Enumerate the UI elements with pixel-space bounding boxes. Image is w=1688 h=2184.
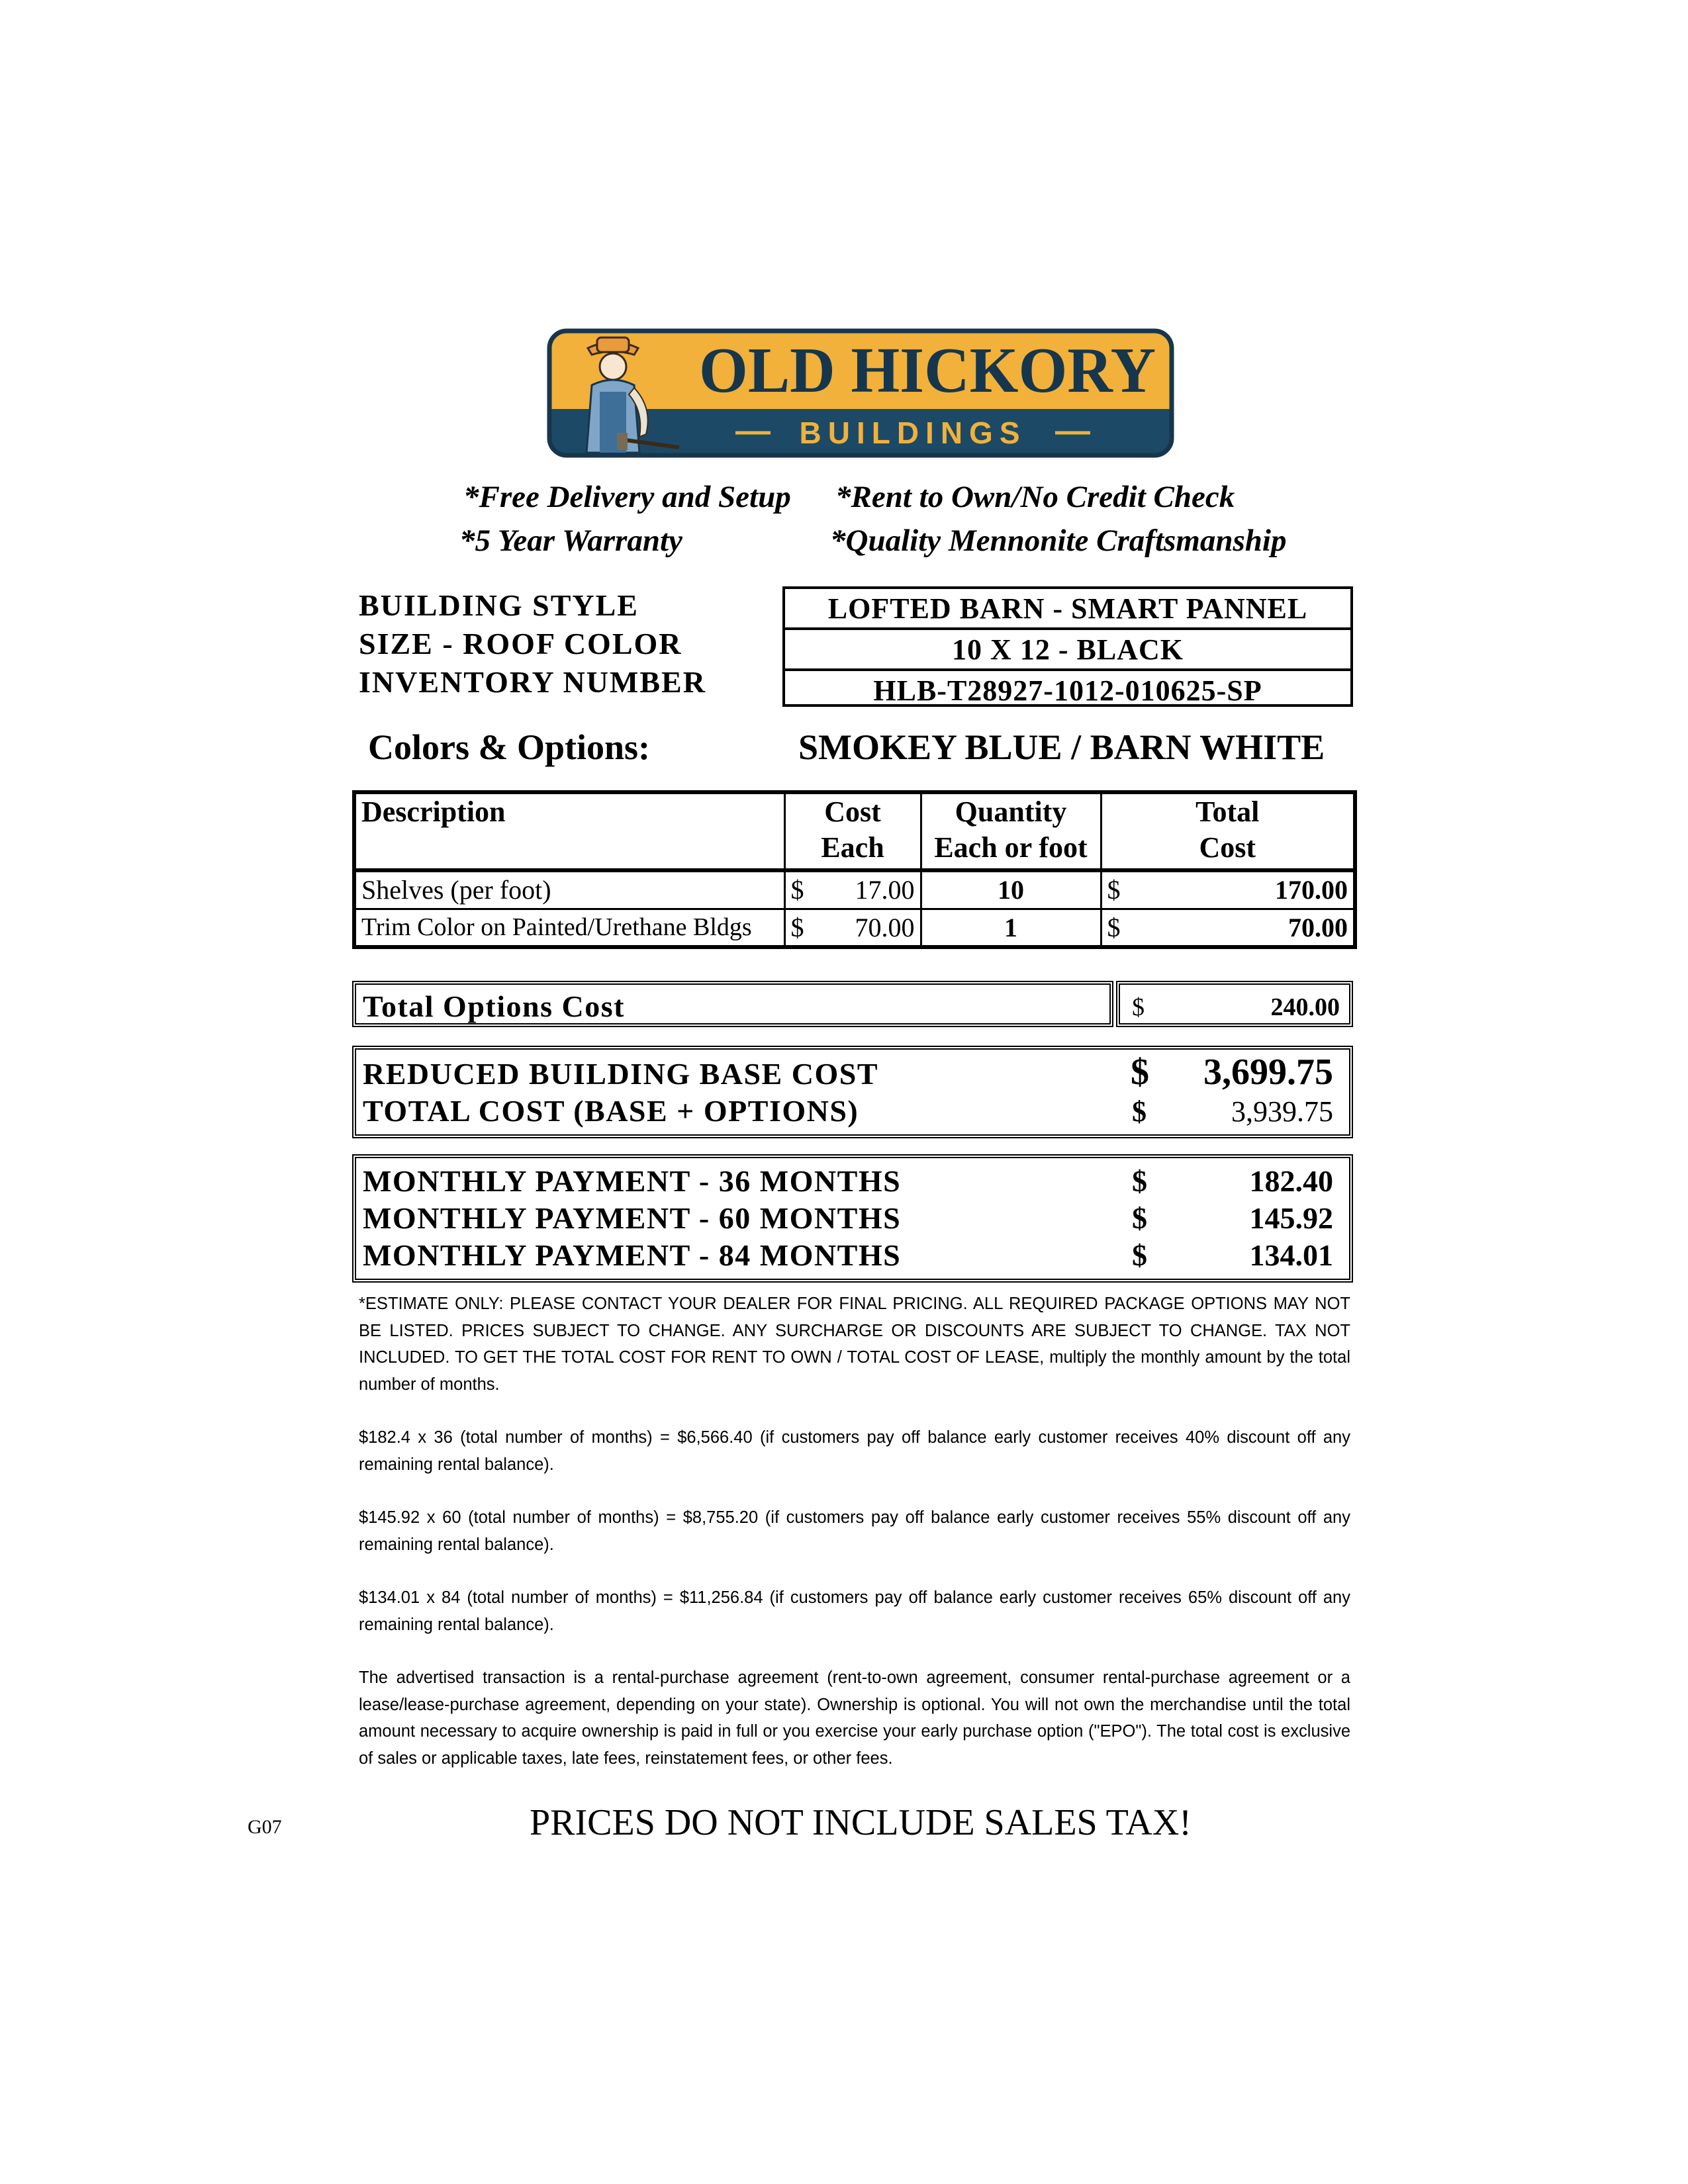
payment-36-value: 182.40 bbox=[1249, 1164, 1333, 1198]
header-description: Description bbox=[354, 792, 784, 870]
cost-summary-box bbox=[352, 1046, 1353, 1138]
disclaimer-60-months: $145.92 x 60 (total number of months) = $8,755.20 (if customers pay off balance early customer receives 55% discount off any remaining rental balance). bbox=[359, 1508, 1350, 1554]
row-description: Shelves (per foot) bbox=[354, 870, 784, 909]
row-cost: 70.00 bbox=[824, 909, 921, 947]
row-total-currency: $ bbox=[1101, 870, 1141, 909]
base-cost-currency: $ bbox=[1131, 1052, 1149, 1093]
fine-print bbox=[359, 1291, 1350, 1798]
total-cost-currency: $ bbox=[1132, 1095, 1147, 1128]
total-cost-value: 3,939.75 bbox=[1231, 1095, 1333, 1128]
disclaimer-rental-purchase: The advertised transaction is a rental-purchase agreement (rent-to-own agreement, consumer rental-purchase agreement or a lease/lease-purchase agreement, depending on your state). Ownership is optional. You will not own the merchandise until the total amount necessary to acquire ownership is paid in full or you exercise your early purchase option ("EPO"). The total cost is exclusive of sales or applicable taxes, late fees, reinstatement fees, or other fees. bbox=[359, 1668, 1350, 1768]
payment-84-currency: $ bbox=[1132, 1238, 1147, 1272]
header-quantity: Quantity Each or foot bbox=[921, 792, 1101, 870]
base-cost-value: 3,699.75 bbox=[1203, 1052, 1333, 1093]
spec-label-size-roof: SIZE - ROOF COLOR bbox=[359, 627, 682, 660]
header-cost-each: Cost Each bbox=[784, 792, 921, 870]
spec-label-inventory: INVENTORY NUMBER bbox=[359, 665, 706, 699]
disclaimer-estimate: *ESTIMATE ONLY: PLEASE CONTACT YOUR DEALER FOR FINAL PRICING. ALL REQUIRED PACKAGE OPTIONS MAY NOT BE LISTED. PRICES SUBJECT TO CHANGE. ANY SURCHARGE OR DISCOUNTS ARE SUBJECT TO CHANGE. TAX NOT INCLUDED. TO GET THE TOTAL COST FOR RENT TO OWN / TOTAL COST OF LEASE, multiply the monthly amount by the total number of months. bbox=[359, 1295, 1350, 1394]
payment-60-currency: $ bbox=[1132, 1201, 1147, 1235]
payment-84-label: MONTHLY PAYMENT - 84 MONTHS bbox=[363, 1238, 902, 1272]
logo-graphic bbox=[547, 328, 1174, 458]
options-table-header bbox=[354, 792, 1355, 870]
row-total-currency: $ bbox=[1101, 909, 1141, 947]
payments-box bbox=[352, 1154, 1353, 1283]
payment-36-label: MONTHLY PAYMENT - 36 MONTHS bbox=[363, 1164, 902, 1198]
spec-value-size-roof: 10 X 12 - BLACK bbox=[785, 627, 1350, 668]
row-quantity: 10 bbox=[921, 870, 1101, 909]
total-options-value: 240.00 bbox=[1270, 993, 1340, 1021]
perk-rent-to-own: *Rent to Own/No Credit Check bbox=[835, 480, 1235, 514]
perk-free-delivery: *Free Delivery and Setup bbox=[463, 480, 791, 514]
row-description: Trim Color on Painted/Urethane Bldgs bbox=[354, 909, 784, 947]
total-options-value-box bbox=[1116, 981, 1353, 1027]
payment-84-value: 134.01 bbox=[1249, 1238, 1333, 1272]
spec-value-inventory: HLB-T28927-1012-010625-SP bbox=[785, 668, 1350, 709]
row-total: 170.00 bbox=[1141, 870, 1355, 909]
spec-label-building-style: BUILDING STYLE bbox=[359, 588, 639, 622]
logo-subtitle: BUILDINGS bbox=[799, 416, 1027, 450]
row-cost-currency: $ bbox=[784, 909, 824, 947]
colors-options-label: Colors & Options: bbox=[368, 727, 651, 767]
payment-36-currency: $ bbox=[1132, 1164, 1147, 1198]
row-total: 70.00 bbox=[1141, 909, 1355, 947]
form-code: G07 bbox=[248, 1816, 282, 1838]
row-quantity: 1 bbox=[921, 909, 1101, 947]
payment-60-label: MONTHLY PAYMENT - 60 MONTHS bbox=[363, 1201, 902, 1235]
spec-values-box bbox=[782, 586, 1353, 707]
total-options-label-box bbox=[352, 981, 1113, 1027]
row-cost-currency: $ bbox=[784, 870, 824, 909]
total-options-label: Total Options Cost bbox=[363, 989, 625, 1023]
colors-options-value: SMOKEY BLUE / BARN WHITE bbox=[798, 727, 1325, 767]
spec-value-building-style: LOFTED BARN - SMART PANNEL bbox=[827, 592, 1308, 625]
row-cost: 17.00 bbox=[824, 870, 921, 909]
perk-craftsmanship: *Quality Mennonite Craftsmanship bbox=[830, 523, 1287, 558]
disclaimer-36-months: $182.4 x 36 (total number of months) = $6,566.40 (if customers pay off balance early customer receives 40% discount off any remaining rental balance). bbox=[359, 1428, 1350, 1474]
perk-warranty: *5 Year Warranty bbox=[459, 523, 682, 558]
sales-tax-notice: PRICES DO NOT INCLUDE SALES TAX! bbox=[530, 1802, 1192, 1843]
base-cost-label: REDUCED BUILDING BASE COST bbox=[363, 1057, 878, 1091]
old-hickory-logo bbox=[547, 328, 1174, 458]
header-total-cost: Total Cost bbox=[1101, 792, 1355, 870]
disclaimer-84-months: $134.01 x 84 (total number of months) = $11,256.84 (if customers pay off balance early customer receives 65% discount off any remaining rental balance). bbox=[359, 1588, 1350, 1634]
logo-title: OLD HICKORY bbox=[699, 335, 1156, 406]
table-row bbox=[354, 870, 1355, 909]
payment-60-value: 145.92 bbox=[1249, 1201, 1333, 1235]
table-row bbox=[354, 909, 1355, 947]
total-cost-label: TOTAL COST (BASE + OPTIONS) bbox=[363, 1094, 859, 1128]
total-options-currency: $ bbox=[1132, 993, 1145, 1021]
options-table bbox=[352, 790, 1357, 949]
